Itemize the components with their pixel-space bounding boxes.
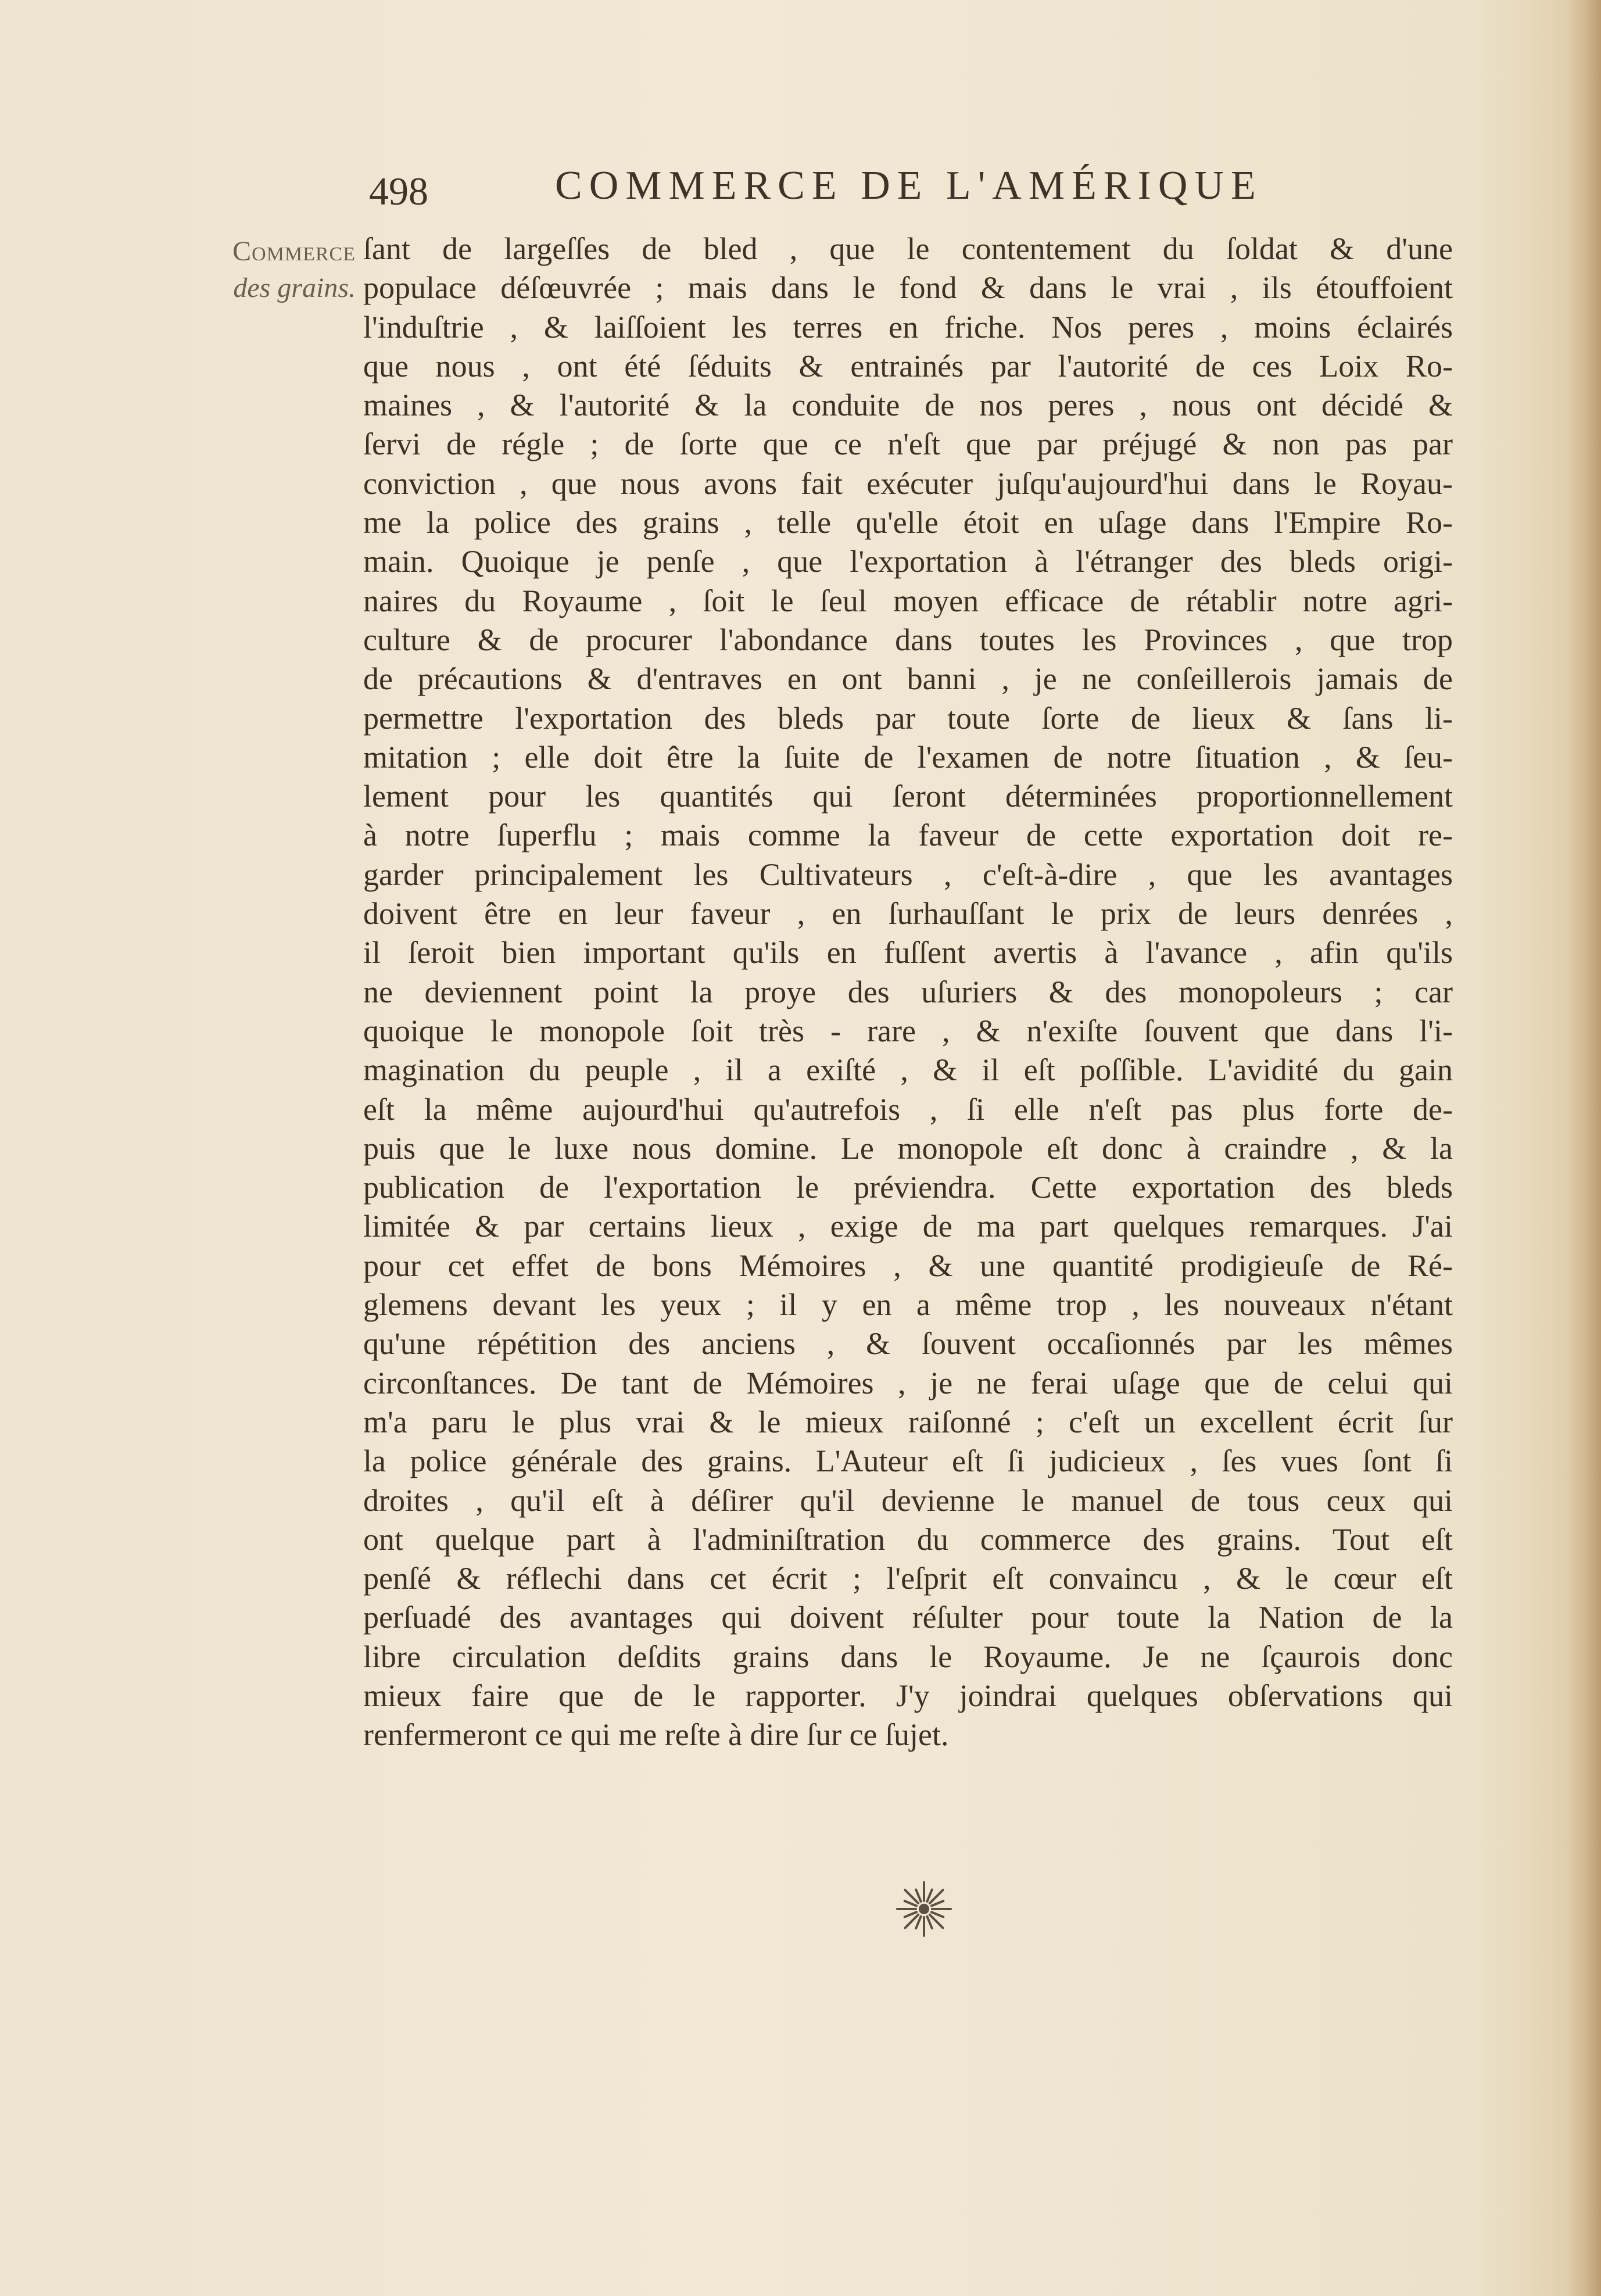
running-head: COMMERCE DE L'AMÉRIQUE [555, 163, 1263, 208]
fleuron-icon [895, 1880, 953, 1938]
text-line: lement pour les quantités qui ſeront déterminées proportionnellement [363, 779, 1453, 814]
text-line: penſé & réflechi dans cet écrit ; l'eſprit eſt convaincu , & le cœur eſt [363, 1561, 1453, 1596]
text-line: pour cet effet de bons Mémoires , & une quantité prodigieuſe de Ré- [363, 1248, 1453, 1283]
marginal-note-line-2: des grains. [233, 273, 356, 303]
text-line: la police générale des grains. L'Auteur eſt ſi judicieux , ſes vues ſont ſi [363, 1443, 1453, 1479]
text-line: main. Quoique je penſe , que l'exportation à l'étranger des bleds origi- [363, 544, 1453, 579]
text-line: populace déſœuvrée ; mais dans le fond & dans le vrai , ils étouffoient [363, 270, 1453, 306]
text-line: ſant de largeſſes de bled , que le contentement du ſoldat & d'une [363, 231, 1453, 266]
page-header [0, 163, 1601, 227]
text-line: mieux faire que de le rapporter. J'y joindrai quelques obſervations qui [363, 1678, 1453, 1713]
text-line: eſt la même aujourd'hui qu'autrefois , ſi elle n'eſt pas plus forte de- [363, 1091, 1453, 1127]
marginal-note-line-1: Commerce [232, 236, 356, 267]
text-line: conviction , que nous avons fait exécuter juſqu'aujourd'hui dans le Royau- [363, 465, 1453, 501]
text-line: mitation ; elle doit être la ſuite de l'examen de notre ſituation , & ſeu- [363, 739, 1453, 775]
text-line: de précautions & d'entraves en ont banni , je ne conſeillerois jamais de [363, 661, 1453, 697]
text-line: culture & de procurer l'abondance dans toutes les Provinces , que trop [363, 622, 1453, 657]
text-line: perſuadé des avantages qui doivent réſulter pour toute la Nation de la [363, 1600, 1453, 1635]
text-line: permettre l'exportation des bleds par toute ſorte de lieux & ſans li- [363, 700, 1453, 736]
text-line: doivent être en leur faveur , en ſurhauſſant le prix de leurs denrées , [363, 896, 1453, 932]
text-line: maines , & l'autorité & la conduite de nos peres , nous ont décidé & [363, 388, 1453, 423]
text-line: puis que le luxe nous domine. Le monopole eſt donc à craindre , & la [363, 1130, 1453, 1166]
text-line: que nous , ont été ſéduits & entrainés par l'autorité de ces Loix Ro- [363, 348, 1453, 384]
text-line: ſervi de régle ; de ſorte que ce n'eſt que par préjugé & non pas par [363, 427, 1453, 462]
text-line: limitée & par certains lieux , exige de ma part quelques remarques. J'ai [363, 1209, 1453, 1244]
text-line: garder principalement les Cultivateurs , c'eſt-à-dire , que les avantages [363, 857, 1453, 892]
text-line: me la police des grains , telle qu'elle étoit en uſage dans l'Empire Ro- [363, 505, 1453, 540]
marginal-note [170, 232, 356, 306]
page-edge-shadow [1566, 0, 1601, 2296]
text-line: qu'une répétition des anciens , & ſouvent occaſionnés par les mêmes [363, 1326, 1453, 1362]
text-line: glemens devant les yeux ; il y en a même trop , les nouveaux n'étant [363, 1287, 1453, 1323]
text-line: libre circulation deſdits grains dans le Royaume. Je ne ſçaurois donc [363, 1639, 1453, 1674]
text-line: à notre ſuperflu ; mais comme la faveur de cette exportation doit re- [363, 818, 1453, 853]
text-line: ont quelque part à l'adminiſtration du commerce des grains. Tout eſt [363, 1521, 1453, 1557]
text-line: quoique le monopole ſoit très - rare , & n'exiſte ſouvent que dans l'i- [363, 1013, 1453, 1048]
text-line: ne deviennent point la proye des uſuriers & des monopoleurs ; car [363, 974, 1453, 1009]
text-line: m'a paru le plus vrai & le mieux raiſonné ; c'eſt un excellent écrit ſur [363, 1404, 1453, 1439]
text-line: naires du Royaume , ſoit le ſeul moyen efficace de rétablir notre agri- [363, 583, 1453, 618]
text-line: circonſtances. De tant de Mémoires , je ne ferai uſage que de celui qui [363, 1365, 1453, 1400]
page-number: 498 [369, 169, 428, 213]
text-line: il ſeroit bien important qu'ils en fuſſent avertis à l'avance , afin qu'ils [363, 935, 1453, 970]
text-line: l'induſtrie , & laiſſoient les terres en friche. Nos peres , moins éclairés [363, 309, 1453, 345]
body-text [363, 230, 1453, 1755]
text-line: magination du peuple , il a exiſté , & il eſt poſſible. L'avidité du gain [363, 1052, 1453, 1088]
text-line: renfermeront ce qui me reſte à dire ſur ce ſujet. [363, 1717, 949, 1753]
text-line: droites , qu'il eſt à déſirer qu'il devienne le manuel de tous ceux qui [363, 1482, 1453, 1518]
text-line: publication de l'exportation le préviendra. Cette exportation des bleds [363, 1170, 1453, 1205]
